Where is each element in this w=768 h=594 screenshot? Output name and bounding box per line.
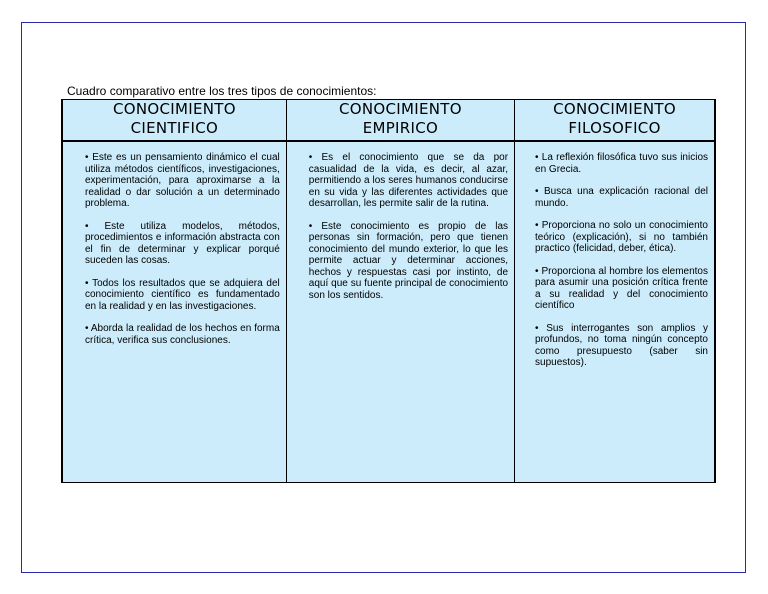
empirico-item: • Este conocimiento es propio de las personas sin formación, pero que tienen conocimiento del mundo exterior, lo que les permite actuar y determinar acciones, hechos y respuestas casi por instinto, de aquí que su fuente principal de conocimiento son los sentidos. xyxy=(308,220,509,301)
header-empirico-line1: CONOCIMIENTO xyxy=(338,100,462,118)
header-filosofico-line1: CONOCIMIENTO xyxy=(553,100,676,118)
cientifico-item: • Aborda la realidad de los hechos en forma crítica, verifica sus conclusiones. xyxy=(85,323,280,346)
header-empirico xyxy=(286,100,514,142)
header-cientifico xyxy=(62,100,286,142)
header-cientifico-line1: CONOCIMIENTO xyxy=(112,100,236,118)
cientifico-item: • Todos los resultados que se adquiera del conocimiento científico es fundamentado en la realidad y en las investigaciones. xyxy=(85,277,280,312)
cell-filosofico xyxy=(515,141,715,483)
table-body-row xyxy=(62,141,715,483)
filosofico-item: • Busca una explicación racional del mundo. xyxy=(535,186,708,209)
cientifico-item: • Este es un pensamiento dinámico el cual utiliza métodos científicos, investigaciones, experimentación, para aproximarse a la realidad o dar solución a un determinado problema. xyxy=(85,152,280,209)
empirico-item: • Es el conocimiento que se da por casualidad de la vida, es decir, al azar, permitiendo a los seres humanos conducirse en su vida y las diferentes actividades que desarrollan, les permite salir de la rutina. xyxy=(308,152,509,209)
filosofico-item: • Proporciona al hombre los elementos para asumir una posición crítica frente a su realidad y del conocimiento científico xyxy=(535,265,708,311)
comparison-table xyxy=(61,99,716,483)
filosofico-item: • Sus interrogantes son amplios y profundos, no toma ningún concepto como presupuesto (saber sin supuestos). xyxy=(535,322,708,368)
header-cientifico-line2: CIENTIFICO xyxy=(130,119,219,137)
table-caption: Cuadro comparativo entre los tres tipos de conocimientos: xyxy=(67,84,377,98)
filosofico-item: • Proporciona no solo un conocimiento teórico (explicación), si no también practico (felicidad, deber, ética). xyxy=(535,220,708,254)
cell-empirico xyxy=(286,141,514,483)
header-filosofico xyxy=(515,100,715,142)
cell-cientifico xyxy=(62,141,286,483)
header-empirico-line2: EMPIRICO xyxy=(362,119,439,137)
table-header-row xyxy=(62,100,715,142)
cientifico-item: • Este utiliza modelos, métodos, procedimientos e información abstracta con el fin de determinar y explicar porqué suceden las cosas. xyxy=(85,220,280,266)
filosofico-item: • La reflexión filosófica tuvo sus inicios en Grecia. xyxy=(535,152,708,175)
header-filosofico-line2: FILOSOFICO xyxy=(568,119,661,137)
